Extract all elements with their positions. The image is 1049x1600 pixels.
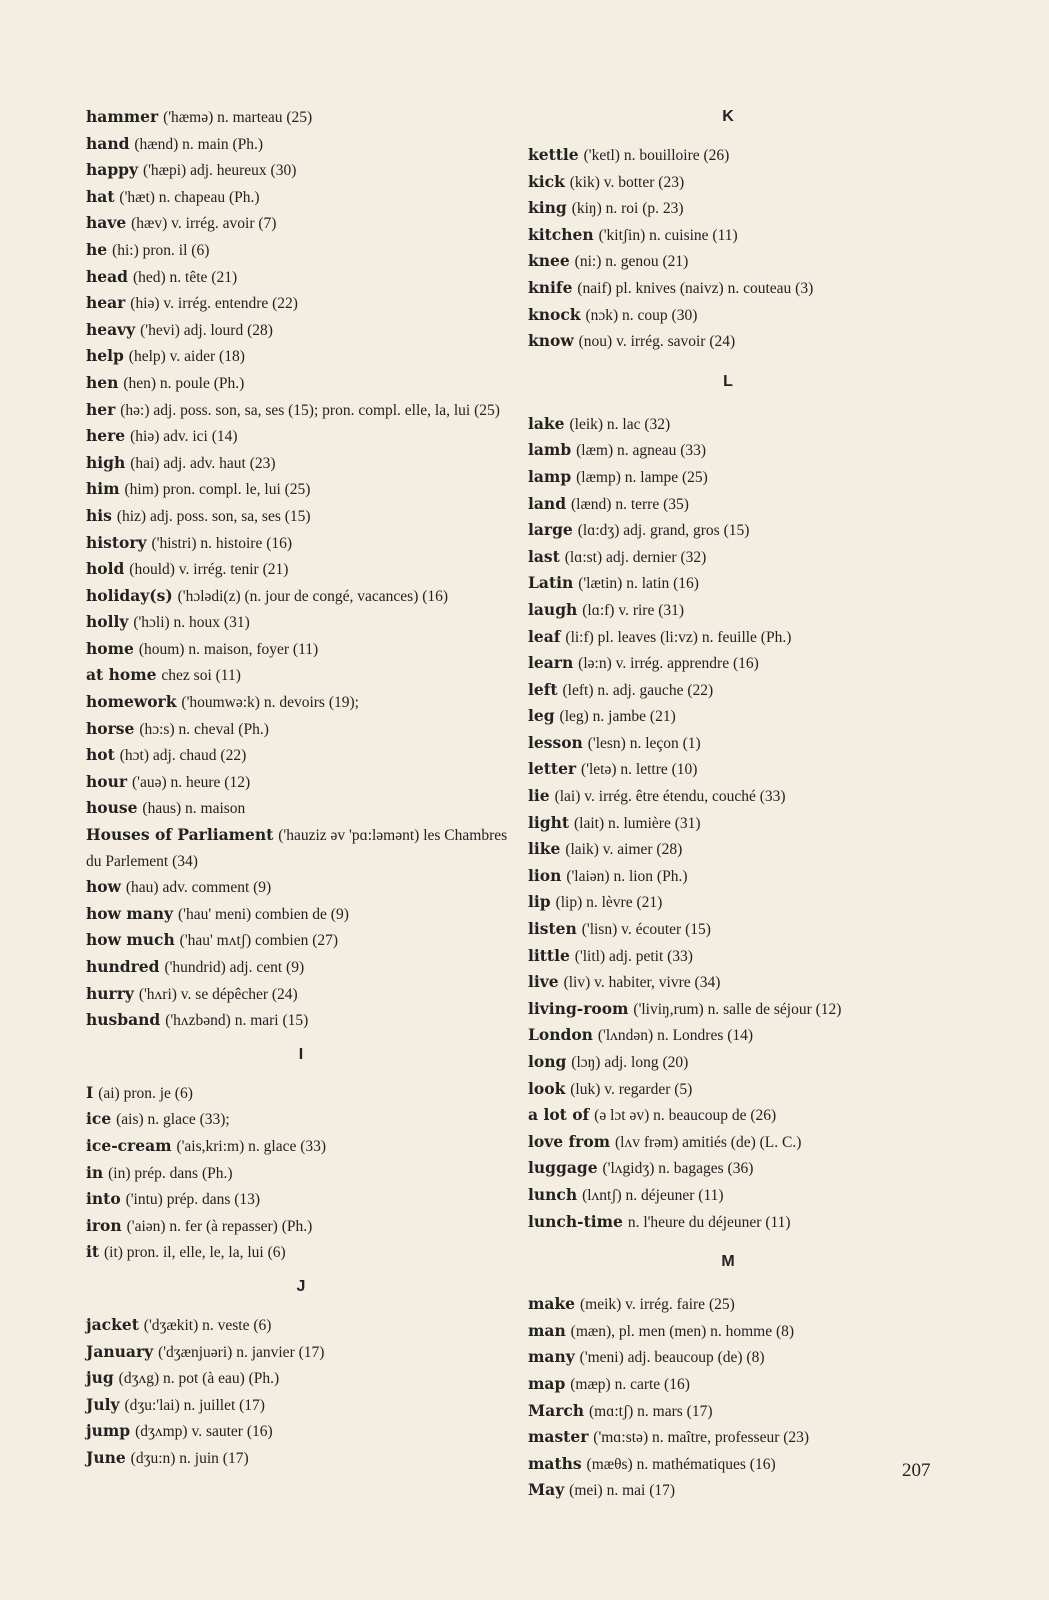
- section-letter-k: K: [722, 108, 734, 125]
- i-entries: [86, 1080, 516, 1266]
- entry-definition: ('letə) n. lettre (10): [581, 761, 698, 779]
- dictionary-entry: [86, 184, 516, 211]
- dictionary-entry: [528, 730, 928, 757]
- entry-definition: (kiŋ) n. roi (p. 23): [571, 200, 684, 218]
- entry-definition: (hed) n. tête (21): [132, 268, 238, 286]
- entry-definition: ('lesn) n. leçon (1): [587, 734, 701, 752]
- entry-definition: ('hauziz əv 'pɑ:ləmənt) les Chambres du Parlement (34): [86, 827, 508, 870]
- entry-headword: ice-cream: [86, 1135, 172, 1155]
- section-letter-m: M: [721, 1253, 735, 1271]
- entry-headword: have: [86, 213, 127, 233]
- entry-definition: ('laiən) n. lion (Ph.): [566, 867, 688, 885]
- entry-definition: (hai) adj. adv. haut (23): [130, 454, 276, 472]
- dictionary-entry: [528, 1371, 928, 1398]
- entry-definition: (dʒu:'lai) n. juillet (17): [124, 1396, 265, 1414]
- dictionary-entry: [528, 1049, 928, 1076]
- entry-headword: into: [86, 1189, 121, 1209]
- dictionary-entry: [86, 583, 516, 610]
- dictionary-entry: [528, 916, 928, 943]
- dictionary-entry: [528, 1424, 928, 1451]
- entry-headword: leaf: [528, 626, 561, 646]
- dictionary-entry: [86, 556, 516, 583]
- dictionary-entry: [528, 677, 928, 704]
- dictionary-entry: [86, 237, 516, 264]
- dictionary-entry: [86, 343, 516, 370]
- entry-definition: (in) prép. dans (Ph.): [108, 1164, 233, 1182]
- dictionary-entry: [528, 1182, 928, 1209]
- dictionary-entry: [86, 290, 516, 317]
- dictionary-entry: [528, 142, 928, 169]
- entry-headword: map: [528, 1373, 566, 1393]
- entry-definition: (lʌntʃ) n. déjeuner (11): [582, 1186, 724, 1204]
- entry-headword: March: [528, 1400, 585, 1420]
- k-entries: [528, 142, 928, 355]
- entry-definition: (haus) n. maison: [142, 800, 246, 818]
- entry-definition: (li:f) pl. leaves (li:vz) n. feuille (Ph.): [565, 628, 792, 646]
- entry-definition: (hould) v. irrég. tenir (21): [129, 561, 289, 579]
- dictionary-entry: [86, 1445, 516, 1472]
- dictionary-entry: [86, 636, 516, 663]
- entry-definition: ('hʌzbənd) n. mari (15): [165, 1012, 309, 1030]
- dictionary-entry: [86, 397, 516, 424]
- entry-headword: high: [86, 452, 126, 472]
- dictionary-entry: [86, 1160, 516, 1187]
- entry-definition: ('hæt) n. chapeau (Ph.): [119, 188, 260, 206]
- entry-definition: (ni:) n. genou (21): [574, 253, 689, 271]
- entry-definition: (naif) pl. knives (naivz) n. couteau (3): [577, 279, 814, 297]
- entry-headword: lunch: [528, 1184, 578, 1204]
- dictionary-entry: [528, 411, 928, 438]
- entry-headword: little: [528, 945, 570, 965]
- entry-headword: lamp: [528, 466, 572, 486]
- entry-definition: (hænd) n. main (Ph.): [134, 135, 264, 153]
- entry-definition: ('histri) n. histoire (16): [151, 534, 293, 552]
- dictionary-entry: [528, 275, 928, 302]
- entry-headword: light: [528, 812, 570, 832]
- entry-headword: in: [86, 1162, 104, 1182]
- dictionary-entry: [528, 328, 928, 355]
- entry-headword: house: [86, 798, 138, 818]
- entry-definition: ('hau' mʌtʃ) combien (27): [179, 932, 339, 950]
- entry-headword: hear: [86, 293, 126, 313]
- entry-definition: ('ketl) n. bouilloire (26): [583, 147, 730, 164]
- entry-headword: ice: [86, 1109, 112, 1129]
- entry-definition: ('houmwə:k) n. devoirs (19);: [181, 694, 359, 712]
- entry-headword: it: [86, 1242, 100, 1262]
- entry-definition: ('liviŋ,rum) n. salle de séjour (12): [633, 1000, 842, 1018]
- entry-headword: hammer: [86, 107, 159, 126]
- section-letter-l: L: [723, 372, 733, 390]
- dictionary-entry: [528, 1076, 928, 1103]
- dictionary-entry: [86, 423, 516, 450]
- entry-headword: lamb: [528, 440, 572, 460]
- dictionary-entry: [86, 795, 516, 822]
- left-column: [86, 104, 516, 1472]
- entry-headword: how much: [86, 930, 175, 950]
- entry-headword: lesson: [528, 732, 583, 752]
- dictionary-entry: [528, 1209, 928, 1236]
- entry-definition: ('kitʃin) n. cuisine (11): [598, 226, 738, 244]
- entry-definition: (lʌv frəm) amitiés (de) (L. C.): [615, 1133, 802, 1151]
- entry-headword: like: [528, 839, 561, 859]
- entry-headword: last: [528, 546, 560, 566]
- j-entries: [86, 1312, 516, 1472]
- dictionary-entry: [528, 1022, 928, 1049]
- entry-headword: jump: [86, 1421, 131, 1441]
- entry-headword: lunch-time: [528, 1211, 623, 1231]
- entry-definition: ('auə) n. heure (12): [131, 773, 251, 791]
- entry-definition: (lait) n. lumière (31): [573, 814, 701, 832]
- dictionary-entry: [528, 996, 928, 1023]
- entry-headword: iron: [86, 1215, 122, 1235]
- dictionary-entry: [86, 1080, 516, 1107]
- entry-definition: ('aiən) n. fer (à repasser) (Ph.): [126, 1217, 313, 1235]
- entry-headword: hen: [86, 372, 119, 392]
- entry-definition: ('ais,kri:m) n. glace (33): [176, 1137, 327, 1155]
- entry-headword: lie: [528, 786, 550, 806]
- entry-headword: hot: [86, 745, 115, 765]
- entry-definition: (hiə) adv. ici (14): [130, 428, 238, 446]
- dictionary-entry: [528, 836, 928, 863]
- entry-headword: make: [528, 1294, 576, 1314]
- entry-definition: ('dʒænjuəri) n. janvier (17): [158, 1343, 325, 1361]
- dictionary-entry: [528, 943, 928, 970]
- entry-headword: lip: [528, 892, 551, 912]
- entry-headword: May: [528, 1480, 565, 1500]
- dictionary-entry: [86, 1365, 516, 1392]
- dictionary-entry: [86, 689, 516, 716]
- section-letter-i: I: [298, 1045, 304, 1063]
- dictionary-entry: [528, 248, 928, 275]
- entry-definition: (leik) n. lac (32): [569, 415, 671, 433]
- entry-headword: lake: [528, 413, 565, 433]
- dictionary-entry: [86, 769, 516, 796]
- entry-headword: kitchen: [528, 224, 594, 244]
- entry-definition: (mæθs) n. mathématiques (16): [586, 1455, 776, 1473]
- dictionary-entry: [528, 756, 928, 783]
- dictionary-entry: [528, 650, 928, 677]
- entry-definition: (liv) v. habiter, vivre (34): [563, 974, 721, 992]
- dictionary-entry: [86, 476, 516, 503]
- entry-headword: look: [528, 1078, 566, 1098]
- entry-headword: large: [528, 520, 573, 540]
- entry-headword: husband: [86, 1010, 161, 1030]
- right-column: [528, 104, 928, 1504]
- dictionary-entry: [528, 783, 928, 810]
- entry-headword: listen: [528, 919, 577, 939]
- dictionary-entry: [86, 1007, 516, 1034]
- entry-headword: know: [528, 331, 574, 351]
- entry-headword: knee: [528, 251, 570, 271]
- entry-headword: hour: [86, 771, 128, 791]
- entry-definition: (dʒu:n) n. juin (17): [130, 1449, 249, 1467]
- entry-definition: n. l'heure du déjeuner (11): [627, 1213, 791, 1231]
- entry-headword: holiday(s): [86, 585, 173, 605]
- entry-definition: (hau) adv. comment (9): [125, 879, 272, 897]
- dictionary-entry: [528, 437, 928, 464]
- entry-definition: (mɑ:tʃ) n. mars (17): [589, 1402, 713, 1420]
- entry-definition: (ais) n. glace (33);: [116, 1111, 230, 1129]
- dictionary-entry: [528, 597, 928, 624]
- dictionary-entry: [528, 570, 928, 597]
- entry-definition: ('hæmə) n. marteau (25): [163, 109, 313, 126]
- dictionary-entry: [528, 703, 928, 730]
- dictionary-entry: [528, 464, 928, 491]
- dictionary-entry: [86, 954, 516, 981]
- dictionary-entry: [86, 901, 516, 928]
- entry-definition: (nɔk) n. coup (30): [585, 306, 698, 324]
- dictionary-entry: [86, 981, 516, 1008]
- dictionary-entry: [528, 1129, 928, 1156]
- entry-definition: (mæp) n. carte (16): [570, 1375, 690, 1393]
- entry-headword: land: [528, 493, 567, 513]
- dictionary-entry: [86, 210, 516, 237]
- dictionary-entry: [528, 1451, 928, 1478]
- dictionary-entry: [528, 863, 928, 890]
- entry-headword: how: [86, 877, 121, 897]
- h-entries: [86, 104, 516, 1034]
- entry-headword: living-room: [528, 998, 629, 1018]
- entry-definition: (kik) v. botter (23): [569, 173, 685, 191]
- entry-definition: (dʒʌmp) v. sauter (16): [135, 1423, 273, 1441]
- dictionary-entry: [528, 624, 928, 651]
- entry-headword: hurry: [86, 983, 134, 1003]
- entry-headword: at home: [86, 665, 157, 685]
- entry-headword: king: [528, 198, 567, 218]
- entry-headword: June: [86, 1447, 126, 1467]
- entry-headword: Latin: [528, 573, 574, 593]
- entry-headword: hundred: [86, 957, 160, 976]
- entry-headword: Houses of Parliament: [86, 825, 274, 845]
- entry-headword: luggage: [528, 1158, 598, 1178]
- entry-definition: (nou) v. irrég. savoir (24): [578, 333, 736, 351]
- dictionary-entry: [528, 1318, 928, 1345]
- entry-headword: long: [528, 1052, 567, 1071]
- entry-definition: (lə:n) v. irrég. apprendre (16): [578, 655, 759, 673]
- dictionary-entry: [86, 874, 516, 901]
- dictionary-entry: [86, 104, 516, 131]
- entry-headword: how many: [86, 903, 174, 923]
- entry-definition: (lænd) n. terre (35): [570, 495, 689, 513]
- entry-headword: holly: [86, 612, 129, 632]
- dictionary-entry: [528, 1102, 928, 1129]
- dictionary-entry: [528, 889, 928, 916]
- entry-definition: (ə lɔt əv) n. beaucoup de (26): [594, 1107, 777, 1125]
- entry-headword: him: [86, 479, 120, 499]
- entry-headword: hold: [86, 559, 125, 579]
- dictionary-entry: [86, 822, 516, 874]
- dictionary-entry: [86, 264, 516, 291]
- dictionary-entry: [528, 1155, 928, 1182]
- entry-definition: (hi:) pron. il (6): [112, 241, 210, 259]
- entry-definition: (lɑ:f) v. rire (31): [582, 601, 685, 619]
- entry-headword: July: [86, 1394, 120, 1414]
- dictionary-entry: [528, 302, 928, 329]
- entry-headword: hand: [86, 133, 130, 153]
- entry-headword: man: [528, 1320, 566, 1340]
- dictionary-entry: [86, 1392, 516, 1419]
- dictionary-entry: [86, 1339, 516, 1366]
- dictionary-entry: [86, 1213, 516, 1240]
- entry-definition: ('lisn) v. écouter (15): [581, 921, 711, 939]
- dictionary-entry: [528, 1344, 928, 1371]
- entry-headword: knock: [528, 304, 581, 324]
- entry-definition: (houm) n. maison, foyer (11): [138, 640, 319, 658]
- l-entries: [528, 411, 928, 1235]
- entry-definition: ('intu) prép. dans (13): [125, 1191, 261, 1209]
- entry-definition: ('litl) adj. petit (33): [574, 947, 693, 965]
- entry-headword: history: [86, 532, 147, 552]
- dictionary-entry: [528, 810, 928, 837]
- entry-definition: (luk) v. regarder (5): [570, 1080, 693, 1098]
- entry-headword: kettle: [528, 145, 579, 164]
- entry-definition: (mæn), pl. men (men) n. homme (8): [570, 1322, 795, 1340]
- entry-headword: letter: [528, 759, 577, 779]
- dictionary-entry: [86, 716, 516, 743]
- entry-headword: hat: [86, 186, 115, 206]
- dictionary-entry: [86, 530, 516, 557]
- entry-headword: jug: [86, 1368, 114, 1388]
- dictionary-entry: [528, 195, 928, 222]
- entry-headword: heavy: [86, 319, 136, 339]
- entry-headword: his: [86, 505, 112, 525]
- dictionary-entry: [86, 503, 516, 530]
- entry-headword: horse: [86, 718, 135, 738]
- entry-definition: ('mɑ:stə) n. maître, professeur (23): [593, 1429, 810, 1447]
- dictionary-entry: [86, 1312, 516, 1339]
- entry-definition: (lip) n. lèvre (21): [555, 894, 663, 912]
- dictionary-entry: [86, 1186, 516, 1213]
- entry-definition: (left) n. adj. gauche (22): [562, 681, 714, 699]
- m-entries: [528, 1291, 928, 1504]
- entry-headword: home: [86, 638, 134, 658]
- entry-definition: (it) pron. il, elle, le, la, lui (6): [104, 1244, 286, 1262]
- dictionary-entry: [86, 370, 516, 397]
- dictionary-entry: [86, 1106, 516, 1133]
- entry-definition: (help) v. aider (18): [128, 348, 245, 366]
- entry-definition: ('lætin) n. latin (16): [578, 575, 699, 593]
- dictionary-entry: [528, 969, 928, 996]
- dictionary-entry: [528, 169, 928, 196]
- entry-definition: (læm) n. agneau (33): [576, 442, 707, 460]
- dictionary-entry: [86, 1418, 516, 1445]
- entry-headword: homework: [86, 692, 177, 712]
- dictionary-entry: [528, 1398, 928, 1425]
- entry-headword: many: [528, 1347, 575, 1367]
- entry-definition: (hæv) v. irrég. avoir (7): [131, 215, 277, 233]
- entry-headword: London: [528, 1025, 593, 1045]
- entry-headword: jacket: [86, 1314, 139, 1334]
- entry-definition: ('dʒækit) n. veste (6): [143, 1316, 272, 1334]
- entry-definition: ('hau' meni) combien de (9): [178, 905, 349, 923]
- dictionary-entry: [86, 662, 516, 689]
- dictionary-entry: [528, 1477, 928, 1504]
- entry-definition: ('hundrid) adj. cent (9): [164, 959, 305, 976]
- entry-headword: learn: [528, 653, 574, 673]
- dictionary-entry: [86, 1133, 516, 1160]
- dictionary-entry: [528, 544, 928, 571]
- entry-headword: happy: [86, 160, 138, 180]
- entry-headword: her: [86, 399, 116, 419]
- dictionary-entry: [86, 317, 516, 344]
- entry-headword: knife: [528, 277, 573, 297]
- entry-headword: master: [528, 1427, 589, 1447]
- entry-definition: (hen) n. poule (Ph.): [123, 374, 245, 392]
- entry-definition: ('lʌndən) n. Londres (14): [597, 1027, 754, 1045]
- entry-definition: ('hɔlədi(z) (n. jour de congé, vacances) (16): [177, 587, 449, 605]
- entry-definition: (hiz) adj. poss. son, sa, ses (15): [116, 507, 311, 525]
- dictionary-entry: [86, 131, 516, 158]
- entry-definition: (him) pron. compl. le, lui (25): [124, 481, 311, 499]
- entry-definition: ('meni) adj. beaucoup (de) (8): [579, 1349, 765, 1367]
- entry-definition: (lɔŋ) adj. long (20): [571, 1054, 689, 1071]
- entry-definition: (lɑ:st) adj. dernier (32): [564, 548, 707, 566]
- entry-headword: leg: [528, 706, 555, 726]
- entry-definition: (laik) v. aimer (28): [565, 841, 683, 859]
- page-number: 207: [902, 1460, 931, 1481]
- entry-headword: he: [86, 239, 108, 259]
- entry-headword: love from: [528, 1131, 611, 1151]
- entry-definition: (hɔ:s) n. cheval (Ph.): [139, 720, 269, 738]
- dictionary-entry: [86, 450, 516, 477]
- entry-definition: (dʒʌg) n. pot (à eau) (Ph.): [118, 1370, 280, 1388]
- entry-definition: (hɔt) adj. chaud (22): [119, 747, 247, 765]
- entry-definition: ('hɔli) n. houx (31): [133, 614, 250, 632]
- entry-headword: kick: [528, 171, 565, 191]
- dictionary-entry: [528, 517, 928, 544]
- entry-headword: lion: [528, 865, 562, 885]
- entry-definition: (lai) v. irrég. être étendu, couché (33): [554, 788, 786, 806]
- entry-definition: ('hʌri) v. se dépêcher (24): [138, 985, 298, 1003]
- entry-definition: (hə:) adj. poss. son, sa, ses (15); pron. compl. elle, la, lui (25): [120, 401, 500, 419]
- entry-headword: head: [86, 266, 129, 286]
- entry-definition: (lɑ:dʒ) adj. grand, gros (15): [577, 522, 750, 540]
- entry-headword: I: [86, 1082, 94, 1102]
- dictionary-entry: [86, 1239, 516, 1266]
- dictionary-entry: [528, 1291, 928, 1318]
- entry-headword: left: [528, 679, 558, 699]
- entry-definition: (ai) pron. je (6): [98, 1084, 193, 1102]
- entry-definition: (meik) v. irrég. faire (25): [579, 1296, 735, 1314]
- dictionary-entry: [86, 742, 516, 769]
- entry-definition: (læmp) n. lampe (25): [576, 468, 708, 486]
- entry-definition: ('hæpi) adj. heureux (30): [142, 162, 297, 180]
- entry-definition: ('lʌgidʒ) n. bagages (36): [602, 1160, 754, 1178]
- dictionary-entry: [86, 927, 516, 954]
- dictionary-entry: [86, 157, 516, 184]
- entry-headword: maths: [528, 1453, 582, 1473]
- entry-headword: a lot of: [528, 1105, 590, 1125]
- entry-definition: (mei) n. mai (17): [569, 1482, 676, 1500]
- entry-headword: live: [528, 972, 559, 992]
- entry-headword: help: [86, 346, 124, 366]
- dictionary-entry: [528, 222, 928, 249]
- entry-headword: here: [86, 426, 126, 446]
- entry-definition: (hiə) v. irrég. entendre (22): [130, 295, 298, 313]
- dictionary-entry: [86, 609, 516, 636]
- section-letter-j: J: [296, 1277, 306, 1295]
- entry-definition: chez soi (11): [161, 667, 241, 685]
- entry-headword: January: [86, 1341, 154, 1361]
- entry-definition: (leg) n. jambe (21): [559, 708, 676, 726]
- entry-definition: ('hevi) adj. lourd (28): [140, 321, 273, 339]
- entry-headword: laugh: [528, 599, 578, 619]
- dictionary-entry: [528, 491, 928, 518]
